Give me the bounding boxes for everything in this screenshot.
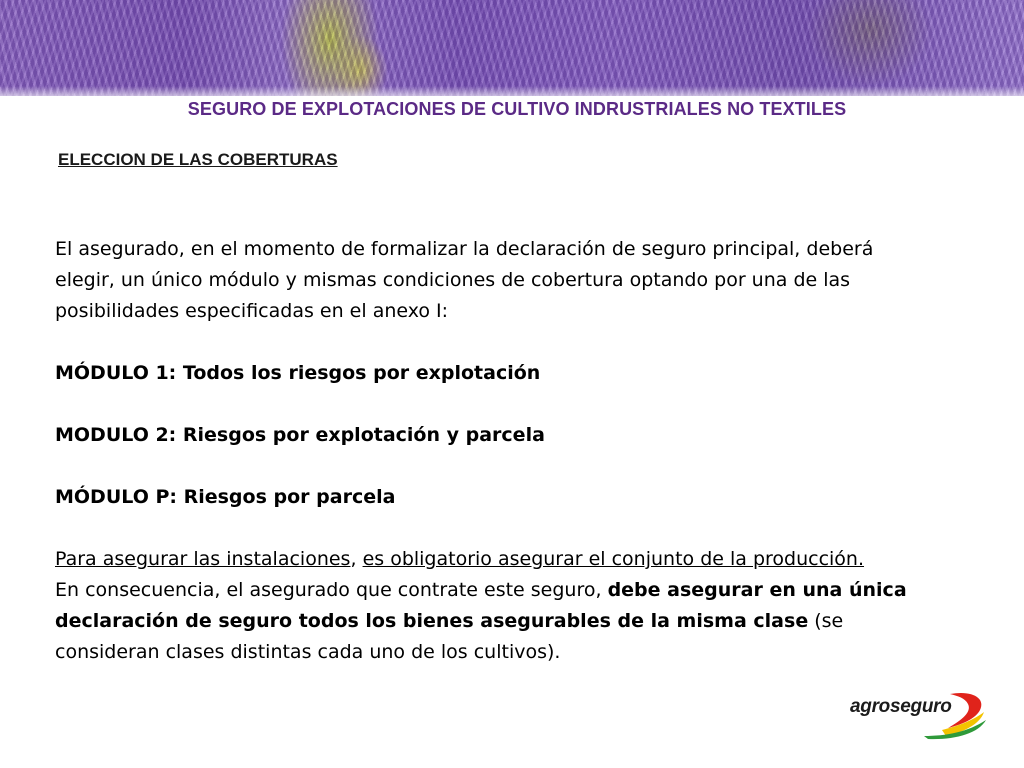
banner-texture	[0, 0, 1024, 96]
consequence-bold: debe asegurar en una única declaración de seguro todos los bienes asegurables de la misma clase	[55, 579, 907, 632]
section-title: ELECCION DE LAS COBERTURAS	[58, 150, 338, 169]
module-1: MÓDULO 1: Todos los riesgos por explotación	[55, 362, 541, 384]
module-2: MODULO 2: Riesgos por explotación y parcela	[55, 424, 545, 446]
obligation-part-1: Para asegurar las instalaciones	[55, 548, 351, 570]
obligation-paragraph	[55, 544, 915, 575]
slide-body	[55, 234, 915, 668]
consequence-paragraph	[55, 575, 915, 668]
module-p: MÓDULO P: Riesgos por parcela	[55, 486, 396, 508]
obligation-part-2: es obligatorio asegurar el conjunto de la producción.	[362, 548, 865, 570]
agroseguro-logo	[850, 690, 990, 740]
consequence-tail: (se consideran clases distintas cada uno de los cultivos).	[55, 610, 844, 663]
lavender-field-banner	[0, 0, 1024, 96]
obligation-separator: ,	[350, 548, 363, 570]
intro-paragraph: El asegurado, en el momento de formalizar la declaración de seguro principal, deberá elegir, un único módulo y mismas condiciones de cobertura optando por una de las posibilidades especificadas en el anexo I:	[55, 238, 874, 322]
banner-fade	[0, 86, 1024, 96]
consequence-lead: En consecuencia, el asegurado que contrate este seguro,	[55, 579, 608, 601]
page-title: SEGURO DE EXPLOTACIONES DE CULTIVO INDRUSTRIALES NO TEXTILES	[187, 99, 847, 119]
logo-wordmark: agroseguro	[850, 696, 952, 717]
